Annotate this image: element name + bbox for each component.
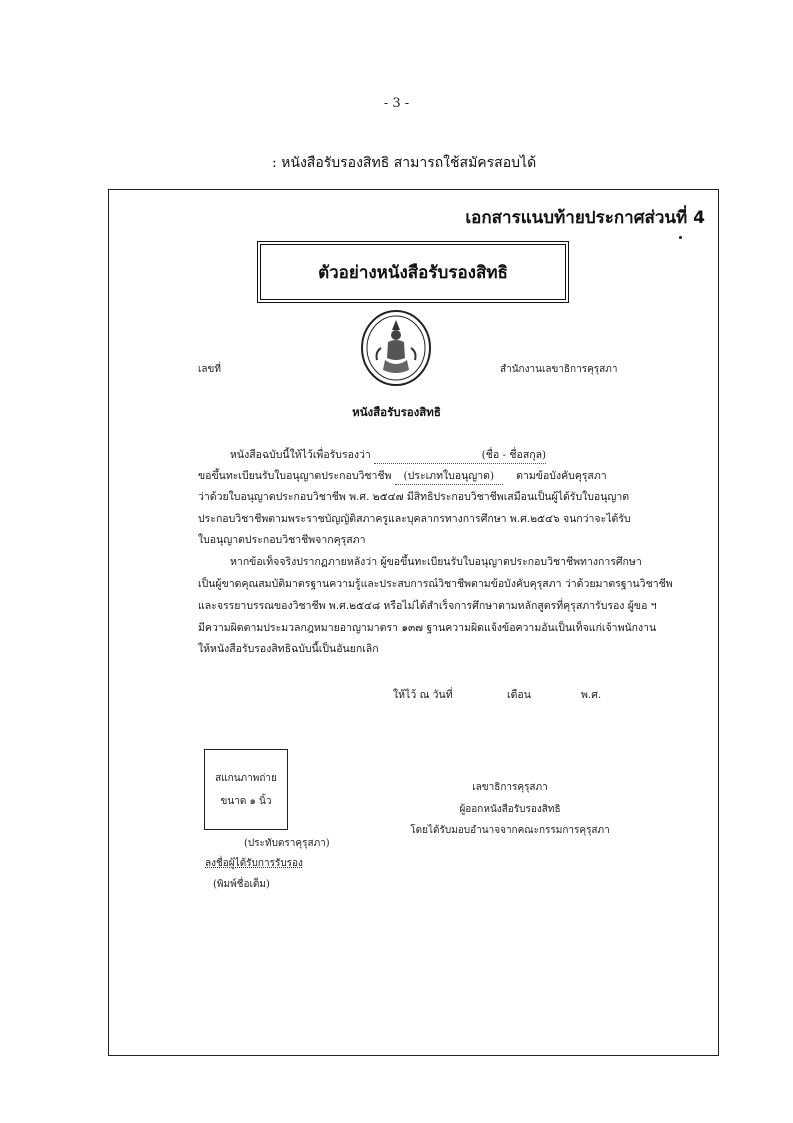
body-line: ใบอนุญาตประกอบวิชาชีพจากคุรุสภา (198, 534, 366, 546)
body-line: เป็นผู้ขาดคุณสมบัติมาตรฐานความรู้และประสบการณ์วิชาชีพตามข้อบังคับคุรุสภา ว่าด้วยมาตรฐานวิชาชีพ (198, 578, 673, 590)
date-year-label: พ.ศ. (581, 689, 602, 701)
name-field: (ชื่อ - ชื่อสกุล) (374, 446, 546, 464)
photo-placeholder (204, 749, 288, 830)
recipient-print-label: (พิมพ์ชื่อเต็ม) (213, 879, 270, 890)
document-heading: หนังสือรับรองสิทธิ (352, 405, 441, 419)
body-line: และจรรยาบรรณของวิชาชีพ พ.ศ.๒๕๔๘ หรือไม่ได้สำเร็จการศึกษาตามหลักสูตรที่คุรุสภารับรอง ผู้ขอ ฯ (198, 600, 657, 612)
dot-mark (679, 236, 682, 239)
photo-line-2: ขนาด ๑ นิ้ว (220, 795, 272, 807)
body-line (230, 446, 546, 464)
body-line: ว่าด้วยใบอนุญาตประกอบวิชาชีพ พ.ศ. ๒๕๔๗ มีสิทธิประกอบวิชาชีพเสมือนเป็นผู้ได้รับใบอนุญาต (198, 491, 630, 503)
stamp-note: (ประทับตราคุรุสภา) (244, 838, 330, 849)
date-given-label: ให้ไว้ ณ วันที่ (393, 689, 453, 701)
signatory-authority: โดยได้รับมอบอำนาจจากคณะกรรมการคุรุสภา (410, 825, 610, 836)
khurusapha-seal-icon (359, 308, 433, 388)
number-label: เลขที่ (198, 364, 221, 375)
body-line: ประกอบวิชาชีพตามพระราชบัญญัติสภาครูและบุคลากรทางการศึกษา พ.ศ.๒๕๔๖ จนกว่าจะได้รับ (198, 513, 631, 525)
photo-line-1: สแกนภาพถ่าย (215, 772, 277, 784)
date-month-label: เดือน (507, 689, 531, 701)
body-line: หากข้อเท็จจริงปรากฏภายหลังว่า ผู้ขอขึ้นทะเบียนรับใบอนุญาตประกอบวิชาชีพทางการศึกษา (230, 556, 642, 568)
body-line: มีความผิดตามประมวลกฎหมายอาญามาตรา ๑๓๗ ฐานความผิดแจ้งข้อความอันเป็นเท็จแก่เจ้าพนักงาน (198, 622, 657, 634)
body-line: ให้หนังสือรับรองสิทธิฉบับนี้เป็นอันยกเลิก (198, 643, 379, 655)
body-line-tail: ตามข้อบังคับคุรุสภา (516, 470, 607, 482)
body-line-lead: หนังสือฉบับนี้ให้ไว้เพื่อรับรองว่า (230, 449, 371, 461)
body-line (198, 467, 607, 485)
page-number: - 3 - (383, 96, 410, 111)
signatory-role: ผู้ออกหนังสือรับรองสิทธิ (459, 804, 561, 815)
office-name: สำนักงานเลขาธิการคุรุสภา (500, 364, 618, 375)
signatory-title: เลขาธิการคุรุสภา (472, 782, 548, 793)
license-type-field: (ประเภทใบอนุญาต) (395, 467, 503, 485)
sample-title-box (260, 244, 566, 300)
sample-title: ตัวอย่างหนังสือรับรองสิทธิ (318, 262, 508, 283)
caption: : หนังสือรับรองสิทธิ สามารถใช้สมัครสอบได้ (272, 155, 537, 171)
body-line-lead: ขอขึ้นทะเบียนรับใบอนุญาตประกอบวิชาชีพ (198, 470, 392, 482)
recipient-sign-label: ลงชื่อผู้ได้รับการรับรอง (205, 858, 303, 869)
annex-title: เอกสารแนบท้ายประกาศส่วนที่ 4 (465, 208, 705, 228)
